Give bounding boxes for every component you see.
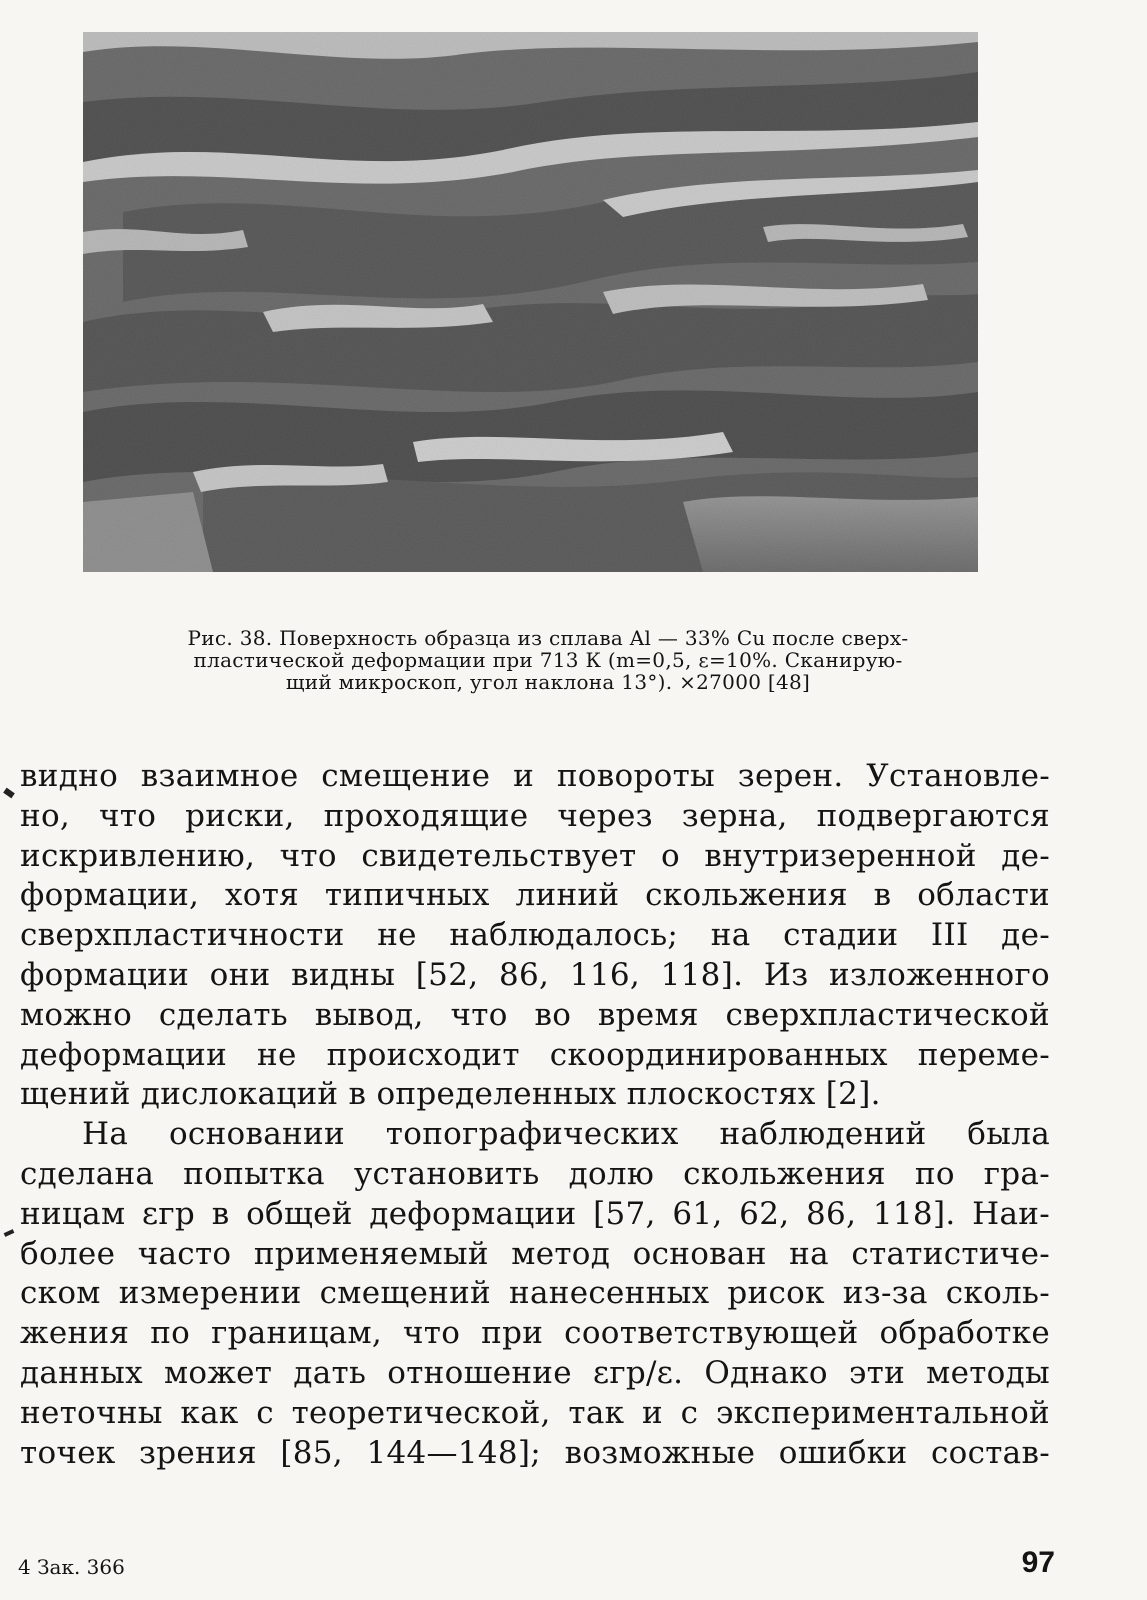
paragraph <box>20 1115 1050 1473</box>
text-line: сделана попытка установить долю скольжения по гра- <box>20 1155 1050 1192</box>
text-line: формации они видны [52, 86, 116, 118]. Из изложенного <box>20 956 1050 993</box>
text-line: формации, хотя типичных линий скольжения в области <box>20 877 1050 914</box>
text-line: можно сделать вывод, что во время сверхпластической <box>20 996 1050 1033</box>
text-line: жения по границам, что при соответствующей обработке <box>20 1315 1050 1352</box>
page-number: 97 <box>1021 1546 1055 1579</box>
text-line: щений дислокаций в определенных плоскостях [2]. <box>20 1076 881 1113</box>
body-text <box>20 757 1050 1473</box>
text-line: неточны как с теоретической, так и с экспериментальной <box>20 1394 1050 1431</box>
printer-signature: 4 Зак. 366 <box>18 1555 125 1579</box>
caption-line: щий микроскоп, угол наклона 13°). ×27000 [48] <box>285 670 811 694</box>
text-line: ницам εгр в общей деформации [57, 61, 62, 86, 118]. Наи- <box>20 1195 1050 1232</box>
micrograph-figure <box>83 32 978 572</box>
text-line: деформации не происходит скоординированных переме- <box>20 1036 1050 1073</box>
margin-mark <box>4 1229 15 1237</box>
margin-mark <box>3 788 15 799</box>
caption-line: пластической деформации при 713 К (m=0,5, ε=10%. Сканирую- <box>193 648 903 672</box>
text-line: видно взаимное смещение и повороты зерен. Установле- <box>20 758 1050 794</box>
text-line: но, что риски, проходящие через зерна, подвергаются <box>20 797 1050 834</box>
text-line: На основании топографических наблюдений была <box>82 1116 1050 1153</box>
text-line: более часто применяемый метод основан на статистиче- <box>20 1235 1050 1272</box>
figure-caption <box>92 627 1004 693</box>
text-line: сверхпластичности не наблюдалось; на стадии III де- <box>20 917 1050 954</box>
micrograph-image <box>83 32 978 572</box>
text-line: данных может дать отношение εгр/ε. Однако эти методы <box>20 1354 1050 1391</box>
caption-line: Рис. 38. Поверхность образца из сплава Al — 33% Cu после сверх- <box>187 626 909 650</box>
text-line: ском измерении смещений нанесенных рисок из-за сколь- <box>20 1275 1050 1312</box>
text-line: искривлению, что свидетельствует о внутризеренной де- <box>20 837 1050 874</box>
text-line: точек зрения [85, 144—148]; возможные ошибки состав- <box>20 1434 1050 1471</box>
paragraph <box>20 757 1050 1115</box>
